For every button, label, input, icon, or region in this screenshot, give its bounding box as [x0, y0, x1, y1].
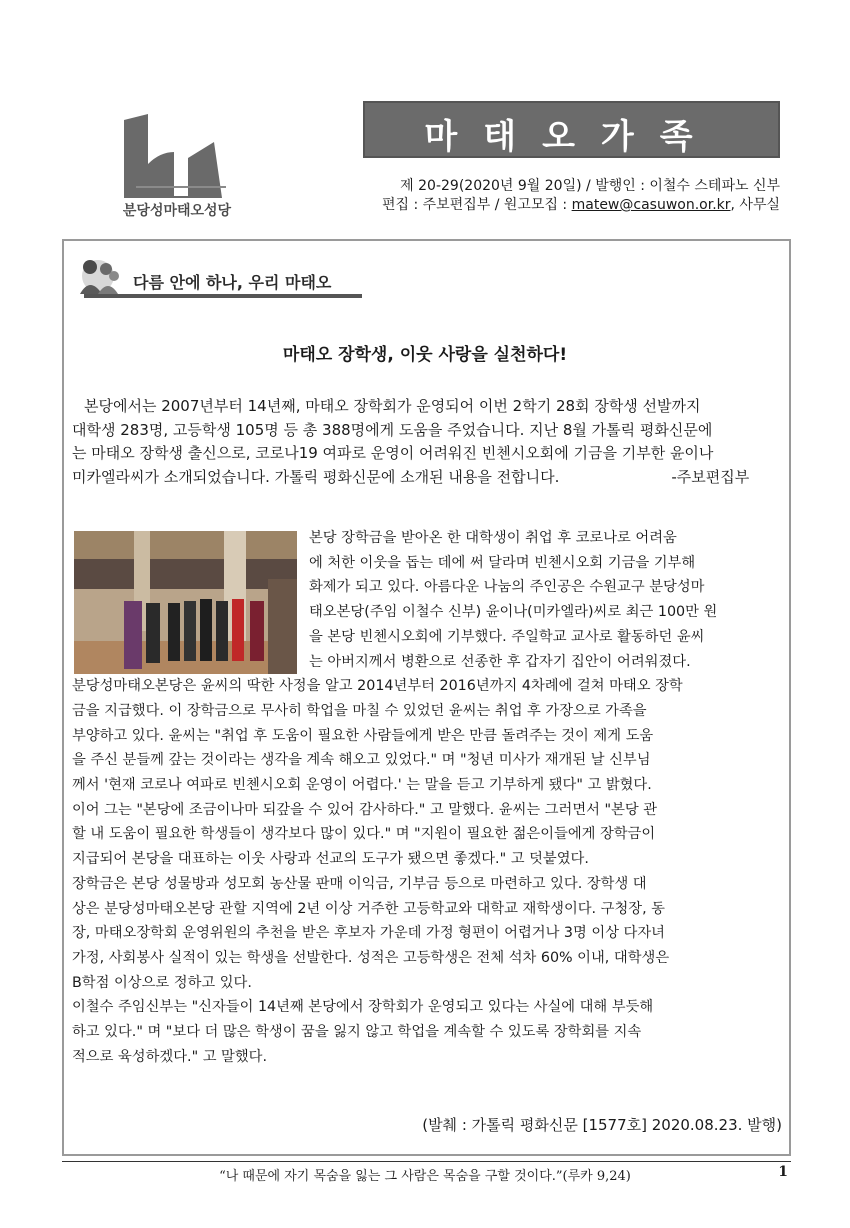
- intro-line: 는 마태오 장학생 출신으로, 코로나19 여파로 운영이 어려워진 빈첸시오회에 기금을 기부한 윤이나: [72, 444, 714, 462]
- logo-name: 분당성마태오성당: [122, 203, 232, 219]
- masthead: [363, 101, 780, 158]
- body-line: 장, 마태오장학회 운영위원의 추천을 받은 후보자 가운데 가정 형편이 어렵거나 3명 이상 다자녀: [72, 925, 665, 942]
- body-line: 가정, 사회봉사 실적이 있는 학생을 선발한다. 성적은 고등학생은 전체 석차 60% 이내, 대학생은: [72, 949, 670, 966]
- intro-line: [72, 466, 785, 490]
- body-line: 에 처한 이웃을 돕는 데에 써 달라며 빈첸시오회 기금을 기부해: [309, 554, 696, 571]
- article-body: [72, 526, 785, 1069]
- body-line: 을 본당 빈첸시오회에 기부했다. 주일학교 교사로 활동하던 윤씨: [309, 628, 705, 645]
- body-line: 이철수 주임신부는 "신자들이 14년째 본당에서 장학회가 운영되고 있다는 사실에 대해 부듯해: [72, 999, 654, 1016]
- body-line: 는 아버지께서 병환으로 선종한 후 갑자기 집안이 어려워졌다.: [309, 653, 691, 670]
- section-title: 다름 안에 하나, 우리 마태오: [133, 273, 332, 292]
- article-intro: [72, 395, 785, 489]
- bulletin-title: 마태오가족: [424, 117, 719, 157]
- body-line: 분당성마태오본당은 윤씨의 딱한 사정을 알고 2014년부터 2016년까지 4차례에 걸쳐 마태오 장학: [72, 678, 683, 695]
- body-line: 태오본당(주임 이철수 신부) 윤이나(미카엘라)씨로 최근 100만 원: [309, 604, 718, 621]
- intro-line: 대학생 283명, 고등학생 105명 등 총 388명에게 도움을 주었습니다. 지난 8월 가톨릭 평화신문에: [72, 420, 713, 439]
- editor-info: [382, 194, 780, 214]
- footer-divider: [62, 1161, 791, 1162]
- body-line: 이어 그는 "본당에 조금이나마 되갚을 수 있어 감사하다." 고 말했다. 윤씨는 그러면서 "본당 관: [72, 801, 658, 818]
- body-line: 장학금은 본당 성물방과 성모회 농산물 판매 이익금, 기부금 등으로 마련하고 있다. 장학생 대: [72, 875, 647, 892]
- body-line: 본당 장학금을 받아온 한 대학생이 취업 후 코로나로 어려움: [309, 530, 677, 546]
- body-line: 을 주신 분들께 갚는 것이라는 생각을 계속 해오고 있었다." 며 "청년 미사가 재개된 날 신부님: [72, 752, 651, 769]
- footer-quote: “나 때문에 자기 목숨을 잃는 그 사람은 목숨을 구할 것이다.”(루카 9,24): [219, 1169, 631, 1184]
- section-underline: [84, 294, 362, 298]
- intro-signature: -주보편집부: [671, 467, 750, 486]
- page-number: 1: [778, 1164, 788, 1180]
- body-line: B학점 이상으로 정하고 있다.: [72, 974, 252, 991]
- intro-line-text: 미카엘라씨가 소개되었습니다. 가톨릭 평화신문에 소개된 내용을 전합니다.: [72, 467, 560, 486]
- issue-info: 제 20-29(2020년 9월 20일) / 발행인 : 이철수 스테파노 신부: [400, 178, 780, 194]
- body-line: 할 내 도움이 필요한 학생들이 생각보다 많이 있다." 며 "지원이 필요한 젊은이들에게 장학금이: [72, 826, 656, 843]
- body-line: 적으로 육성하겠다." 고 말했다.: [72, 1048, 268, 1065]
- body-line: 께서 '현재 코로나 여파로 빈첸시오회 운영이 어렵다.' 는 말을 듣고 기부하게 됐다" 고 밝혔다.: [72, 777, 652, 794]
- intro-line: 본당에서는 2007년부터 14년째, 마태오 장학회가 운영되어 이번 2학기 28회 장학생 선발까지: [84, 397, 701, 415]
- editor-suffix: , 사무실: [730, 197, 780, 213]
- body-line: 상은 분당성마태오본당 관할 지역에 2년 이상 거주한 고등학교와 대학교 재학생이다. 구청장, 동: [72, 900, 665, 917]
- editor-prefix: 편집 : 주보편집부 / 원고모집 :: [381, 197, 572, 213]
- body-line: 화제가 되고 있다. 아름다운 나눔의 주인공은 수원교구 분당성마: [309, 579, 705, 596]
- article-source: (발췌 : 가톨릭 평화신문 [1577호] 2020.08.23. 발행): [422, 1116, 782, 1134]
- body-line: 부양하고 있다. 윤씨는 "취업 후 도움이 필요한 사람들에게 받은 만큼 돌려주는 것이 제게 도움: [72, 727, 654, 744]
- body-line: 하고 있다." 며 "보다 더 많은 학생이 꿈을 잃지 않고 학업을 계속할 수 있도록 장학회를 지속: [72, 1024, 642, 1041]
- article-headline: 마태오 장학생, 이웃 사랑을 실천하다!: [282, 345, 568, 365]
- editor-email-link[interactable]: matew@casuwon.or.kr: [571, 197, 731, 213]
- body-line: 금을 지급했다. 이 장학금으로 무사히 학업을 마칠 수 있었던 윤씨는 취업 후 가장으로 가족을: [72, 702, 647, 719]
- body-line: 지급되어 본당을 대표하는 이웃 사랑과 선교의 도구가 됐으면 좋겠다." 고 덧붙였다.: [72, 851, 589, 868]
